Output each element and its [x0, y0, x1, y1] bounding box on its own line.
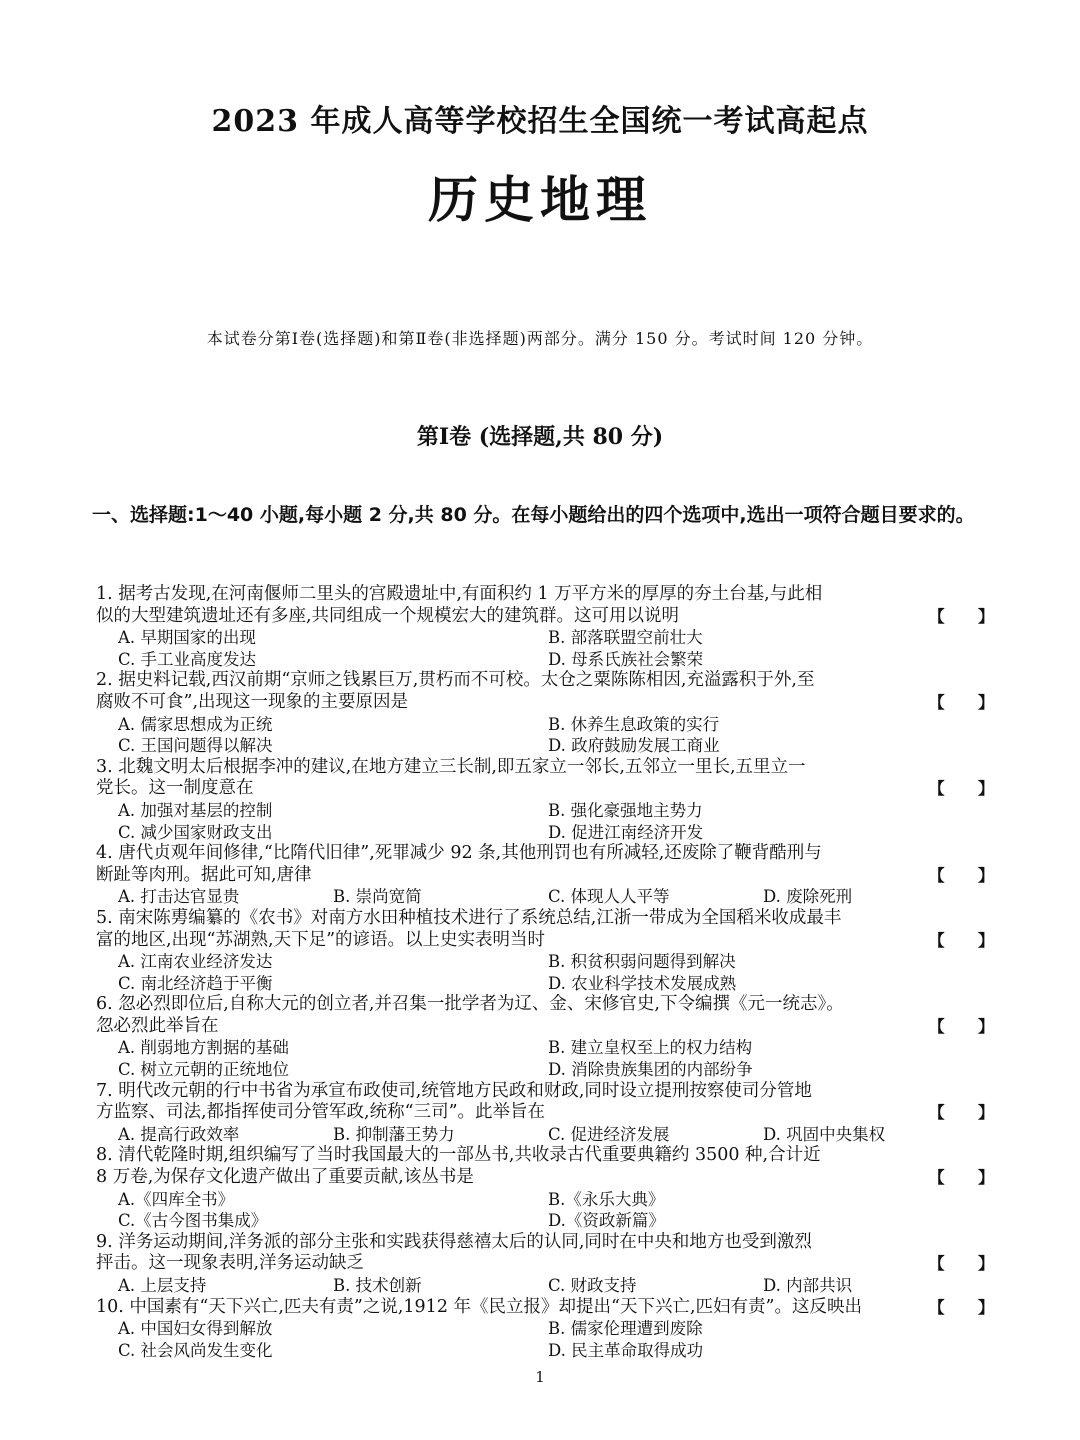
section-title: 一、选择题:1～40 小题,每小题 2 分,共 80 分。在每小题给出的四个选项中,选出一项符合题目要求的。: [92, 504, 975, 526]
question-stem: [96, 757, 996, 800]
option-d: D. 内部共识: [763, 1276, 853, 1295]
option-a: A. 上层支持: [118, 1276, 207, 1295]
question-list: [96, 584, 996, 1361]
question-stem: [96, 843, 996, 886]
answer-bracket: 【 】: [928, 930, 994, 950]
option-a: A. 削弱地方割据的基础: [118, 1038, 289, 1058]
option-list: [96, 627, 996, 670]
question-stem-line: 断趾等肉刑。据此可知,唐律: [96, 864, 312, 885]
option-c: C. 王国问题得以解决: [118, 736, 273, 756]
question-stem: [96, 994, 996, 1037]
question-stem-line: 8. 清代乾隆时期,组织编写了当时我国最大的一部丛书,共收录古代重要典籍约 3500 种,合计近: [96, 1145, 821, 1166]
question-4: [96, 843, 996, 908]
option-list: [96, 1318, 996, 1361]
question-stem-line: 富的地区,出现“苏湖熟,天下足”的谚语。以上史实表明当时: [96, 929, 546, 950]
option-c: C. 树立元朝的正统地位: [118, 1060, 290, 1080]
option-c: C. 减少国家财政支出: [118, 822, 273, 842]
question-stem-line: 党长。这一制度意在: [96, 778, 254, 799]
answer-bracket: 【 】: [928, 779, 994, 799]
answer-bracket: 【 】: [928, 1168, 994, 1188]
answer-bracket: 【 】: [928, 1297, 994, 1317]
option-c: C.《古今图书集成》: [118, 1211, 268, 1231]
option-d: D. 废除死刑: [763, 887, 853, 907]
option-c: C. 社会风尚发生变化: [118, 1340, 273, 1360]
option-d: D. 母系氏族社会繁荣: [548, 649, 704, 669]
question-stem-line: 方监察、司法,都指挥使司分管军政,统称“三司”。此举旨在: [96, 1102, 546, 1123]
answer-bracket: 【 】: [928, 1254, 994, 1274]
option-a: A.《四库全书》: [118, 1189, 235, 1209]
option-c: C. 手工业高度发达: [118, 649, 257, 669]
option-c: C. 体现人人平等: [548, 887, 670, 907]
option-b: B. 技术创新: [333, 1276, 422, 1295]
question-stem-line: 腐败不可食”,出现这一现象的主要原因是: [96, 691, 409, 712]
option-d: D. 民主革命取得成功: [548, 1340, 704, 1360]
option-d: D. 巩固中央集权: [763, 1124, 886, 1144]
page-number: 1: [535, 1368, 545, 1386]
option-b: B. 部落联盟空前壮大: [548, 628, 703, 648]
option-list: [96, 886, 996, 908]
question-7: [96, 1081, 996, 1146]
option-a: A. 江南农业经济发达: [118, 952, 273, 972]
option-b: B.《永乐大典》: [548, 1189, 665, 1209]
question-8: [96, 1145, 996, 1231]
answer-bracket: 【 】: [928, 865, 994, 885]
option-list: [96, 800, 996, 843]
question-3: [96, 757, 996, 843]
option-b: B. 强化豪强地主势力: [548, 800, 703, 820]
question-5: [96, 908, 996, 994]
question-stem-line: 抨击。这一现象表明,洋务运动缺乏: [96, 1253, 365, 1274]
option-list: [96, 1189, 996, 1232]
question-stem-line: 5. 南宋陈旉编纂的《农书》对南方水田种植技术进行了系统总结,江浙一带成为全国稻米收成最丰: [96, 907, 842, 928]
option-a: A. 儒家思想成为正统: [118, 714, 273, 734]
question-stem-line: 8 万卷,为保存文化遗产做出了重要贡献,该丛书是: [96, 1167, 474, 1188]
question-2: [96, 670, 996, 756]
question-9: [96, 1232, 996, 1297]
part-heading: 第Ⅰ卷 (选择题,共 80 分): [416, 424, 664, 450]
question-stem-line: 1. 据考古发现,在河南偃师二里头的宫殿遗址中,有面积约 1 万平方米的厚厚的夯土台基,与此相: [96, 584, 823, 604]
option-b: B. 崇尚宽简: [333, 887, 422, 907]
exam-instructions: 本试卷分第Ⅰ卷(选择题)和第Ⅱ卷(非选择题)两部分。满分 150 分。考试时间 120 分钟。: [206, 329, 874, 348]
question-stem: [96, 670, 996, 713]
option-d: D. 农业科学技术发展成熟: [548, 973, 737, 993]
option-a: A. 早期国家的出现: [118, 628, 256, 648]
answer-bracket: 【 】: [928, 1103, 994, 1123]
option-b: B. 抑制藩王势力: [333, 1124, 455, 1144]
question-stem: [96, 1232, 996, 1275]
exam-title: 2023 年成人高等学校招生全国统一考试高起点: [211, 104, 869, 139]
question-stem: [96, 1297, 996, 1319]
option-d: D. 政府鼓励发展工商业: [548, 736, 720, 756]
question-stem: [96, 584, 996, 627]
subject-title: 历史地理: [428, 170, 652, 229]
option-c: C. 促进经济发展: [548, 1124, 670, 1144]
option-b: B. 建立皇权至上的权力结构: [548, 1038, 753, 1058]
answer-bracket: 【 】: [928, 692, 994, 712]
option-b: B. 休养生息政策的实行: [548, 714, 720, 734]
option-c: C. 南北经济趋于平衡: [118, 973, 273, 993]
option-d: D. 消除贵族集团的内部纷争: [548, 1060, 753, 1080]
option-b: B. 儒家伦理遭到废除: [548, 1319, 703, 1339]
option-a: A. 中国妇女得到解放: [118, 1319, 273, 1339]
question-stem: [96, 908, 996, 951]
question-6: [96, 994, 996, 1080]
question-stem-line: 忽必烈此举旨在: [96, 1015, 219, 1036]
option-a: A. 打击达官显贵: [118, 887, 240, 907]
question-1: [96, 584, 996, 670]
option-a: A. 提高行政效率: [118, 1124, 240, 1144]
option-list: [96, 1124, 996, 1146]
question-stem-line: 6. 忽必烈即位后,自称大元的创立者,并召集一批学者为辽、金、宋修官史,下令编撰《元一统志》。: [96, 994, 844, 1015]
question-stem-line: 2. 据史料记载,西汉前期“京师之钱累巨万,贯朽而不可校。太仓之粟陈陈相因,充溢露积于外,至: [96, 670, 815, 691]
option-b: B. 积贫积弱问题得到解决: [548, 952, 736, 972]
question-stem-line: 7. 明代改元朝的行中书省为承宣布政使司,统管地方民政和财政,同时设立提刑按察使司分管地: [96, 1080, 812, 1101]
option-list: [96, 1275, 996, 1297]
option-d: D.《资政新篇》: [548, 1211, 665, 1231]
question-stem-line: 似的大型建筑遗址还有多座,共同组成一个规模宏大的建筑群。这可用以说明: [96, 605, 680, 626]
question-stem-line: 10. 中国素有“天下兴亡,匹夫有责”之说,1912 年《民立报》却提出“天下兴亡,匹妇有责”。这反映出: [96, 1296, 862, 1317]
option-a: A. 加强对基层的控制: [118, 800, 273, 820]
answer-bracket: 【 】: [928, 1016, 994, 1036]
option-d: D. 促进江南经济开发: [548, 822, 704, 842]
question-stem: [96, 1145, 996, 1188]
option-list: [96, 951, 996, 994]
option-c: C. 财政支持: [548, 1276, 637, 1295]
option-list: [96, 714, 996, 757]
question-10: [96, 1297, 996, 1362]
answer-bracket: 【 】: [928, 606, 994, 626]
question-stem-line: 4. 唐代贞观年间修律,“比隋代旧律”,死罪减少 92 条,其他刑罚也有所减轻,还废除了鞭背酷刑与: [96, 843, 822, 864]
question-stem-line: 3. 北魏文明太后根据李冲的建议,在地方建立三长制,即五家立一邻长,五邻立一里长,五里立一: [96, 756, 806, 777]
question-stem: [96, 1081, 996, 1124]
option-list: [96, 1037, 996, 1080]
question-stem-line: 9. 洋务运动期间,洋务派的部分主张和实践获得慈禧太后的认同,同时在中央和地方也受到激烈: [96, 1231, 812, 1252]
